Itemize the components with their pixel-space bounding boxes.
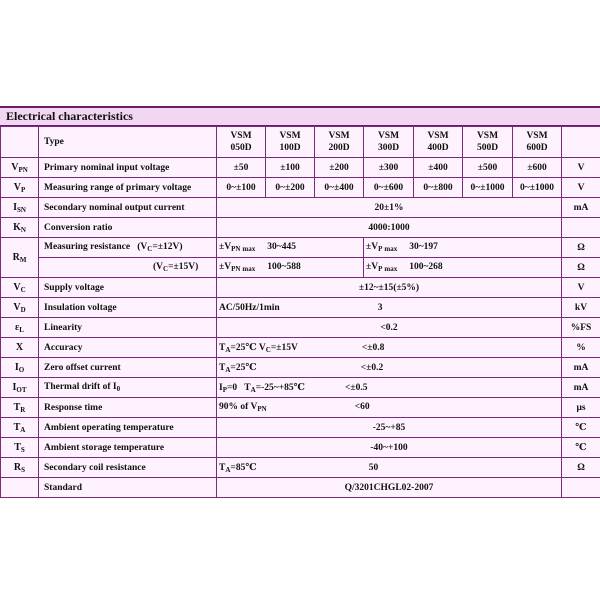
table-row-isn (1, 198, 600, 218)
symbol-cell: $T_A$ (1, 418, 39, 438)
unit-cell: V (562, 158, 600, 178)
table-row-response-time (1, 398, 600, 418)
value-cell: Q/3201CHGL02-2007 (217, 478, 562, 498)
value-cell: 0~±1000 (463, 178, 513, 198)
parameter-label: Secondary nominal output current (39, 198, 217, 218)
unit-cell: μs (562, 398, 600, 418)
value-cell: ±400 (414, 158, 463, 178)
value-cell: $\pm V_{PN}$ $_{max}$ 30~445 (217, 238, 364, 258)
parameter-label: Ambient operating temperature (39, 418, 217, 438)
parameter-label: Primary nominal input voltage (39, 158, 217, 178)
spec-table (0, 126, 600, 498)
model-header-600d: VSM 600D (513, 127, 562, 158)
value-cell: ±600 (513, 158, 562, 178)
value-cell: ±12~±15(±5%) (217, 278, 562, 298)
table-row-coil-resistance (1, 458, 600, 478)
value-cell: $T_A=85℃$ 50 (217, 458, 562, 478)
value-cell: -25~+85 (217, 418, 562, 438)
model-header-400d: VSM 400D (414, 127, 463, 158)
table-row-thermal-drift (1, 378, 600, 398)
value-cell: $\pm V_{PN}$ $_{max}$ 100~588 (217, 258, 364, 278)
table-row-vd (1, 298, 600, 318)
section-title: Electrical characteristics (0, 106, 600, 126)
parameter-label: Zero offset current (39, 358, 217, 378)
parameter-label: Thermal drift of $I_0$ (39, 378, 217, 398)
symbol-cell (1, 478, 39, 498)
model-header-050d: VSM 050D (217, 127, 266, 158)
value-cell: 4000:1000 (217, 218, 562, 238)
table-row-zero-offset (1, 358, 600, 378)
model-header-100d: VSM 100D (266, 127, 315, 158)
value-cell: AC/50Hz/1min 3 (217, 298, 562, 318)
symbol-cell: $V_P$ (1, 178, 39, 198)
value-cell: ±50 (217, 158, 266, 178)
symbol-cell: $V_C$ (1, 278, 39, 298)
unit-cell: mA (562, 198, 600, 218)
value-cell: -40~+100 (217, 438, 562, 458)
value-cell: $T_A=25℃ <\pm 0.2$ (217, 358, 562, 378)
unit-cell: V (562, 278, 600, 298)
value-cell: 20±1% (217, 198, 562, 218)
parameter-label: Conversion ratio (39, 218, 217, 238)
unit-cell: Ω (562, 238, 600, 258)
electrical-characteristics-sheet (0, 106, 600, 498)
value-cell: ±300 (364, 158, 414, 178)
parameter-label: Insulation voltage (39, 298, 217, 318)
value-cell: 0~±400 (315, 178, 364, 198)
value-cell: ±500 (463, 158, 513, 178)
model-header-500d: VSM 500D (463, 127, 513, 158)
parameter-label: Measuring resistance $(V_C=\pm 12V)$ (39, 238, 217, 258)
symbol-cell: $\varepsilon_L$ (1, 318, 39, 338)
value-cell: 0~±800 (414, 178, 463, 198)
unit-cell (562, 218, 600, 238)
table-row-rm-12v (1, 238, 600, 258)
table-header-row (1, 127, 600, 158)
parameter-label: Supply voltage (39, 278, 217, 298)
unit-cell: Ω (562, 258, 600, 278)
parameter-label: Measuring range of primary voltage (39, 178, 217, 198)
unit-cell: kV (562, 298, 600, 318)
table-row-standard (1, 478, 600, 498)
value-cell: $\pm V_P$ $_{max}$ 100~268 (364, 258, 562, 278)
parameter-label: Linearity (39, 318, 217, 338)
value-cell: 0~±200 (266, 178, 315, 198)
parameter-label: Ambient storage temperature (39, 438, 217, 458)
value-cell: 0~±600 (364, 178, 414, 198)
model-header-200d: VSM 200D (315, 127, 364, 158)
value-cell: $\pm V_P$ $_{max}$ 30~197 (364, 238, 562, 258)
symbol-cell: $V_{PN}$ (1, 158, 39, 178)
symbol-cell: $I_O$ (1, 358, 39, 378)
value-cell: ±200 (315, 158, 364, 178)
parameter-label: Secondary coil resistance (39, 458, 217, 478)
parameter-condition: $(V_C=\pm 15V)$ (39, 258, 217, 278)
value-cell: 0~±1000 (513, 178, 562, 198)
unit-cell: mA (562, 358, 600, 378)
table-row-linearity (1, 318, 600, 338)
table-row-accuracy (1, 338, 600, 358)
value-cell: $T_A=25℃$ $V_C=\pm 15V <\pm 0.8$ (217, 338, 562, 358)
symbol-cell: $V_D$ (1, 298, 39, 318)
header-symbol-cell (1, 127, 39, 158)
table-row-rm-15v (1, 258, 600, 278)
symbol-cell: $T_R$ (1, 398, 39, 418)
value-cell: ±100 (266, 158, 315, 178)
value-cell: 0~±100 (217, 178, 266, 198)
table-row-kn (1, 218, 600, 238)
unit-cell: Ω (562, 458, 600, 478)
value-cell: $I_P=0$ $T_A=-25\sim+85℃ <\pm 0.5$ (217, 378, 562, 398)
unit-cell: mA (562, 378, 600, 398)
unit-cell: ℃ (562, 418, 600, 438)
parameter-label: Standard (39, 478, 217, 498)
unit-cell (562, 478, 600, 498)
table-row-operating-temp (1, 418, 600, 438)
symbol-cell: $T_S$ (1, 438, 39, 458)
symbol-cell: $R_S$ (1, 458, 39, 478)
parameter-label: Accuracy (39, 338, 217, 358)
value-cell: <0.2 (217, 318, 562, 338)
table-row-vp (1, 178, 600, 198)
symbol-cell: $K_N$ (1, 218, 39, 238)
table-row-vc (1, 278, 600, 298)
model-header-300d: VSM 300D (364, 127, 414, 158)
unit-cell: ℃ (562, 438, 600, 458)
table-row-storage-temp (1, 438, 600, 458)
symbol-cell: $R_M$ (1, 238, 39, 278)
parameter-label: Response time (39, 398, 217, 418)
symbol-cell: X (1, 338, 39, 358)
value-cell: 90% of $V_{PN} <60$ (217, 398, 562, 418)
unit-cell: V (562, 178, 600, 198)
unit-cell: % (562, 338, 600, 358)
table-row-vpn (1, 158, 600, 178)
symbol-cell: $I_{OT}$ (1, 378, 39, 398)
symbol-cell: $I_{SN}$ (1, 198, 39, 218)
unit-cell: %FS (562, 318, 600, 338)
header-type-label: Type (39, 127, 217, 158)
header-unit-cell (562, 127, 600, 158)
